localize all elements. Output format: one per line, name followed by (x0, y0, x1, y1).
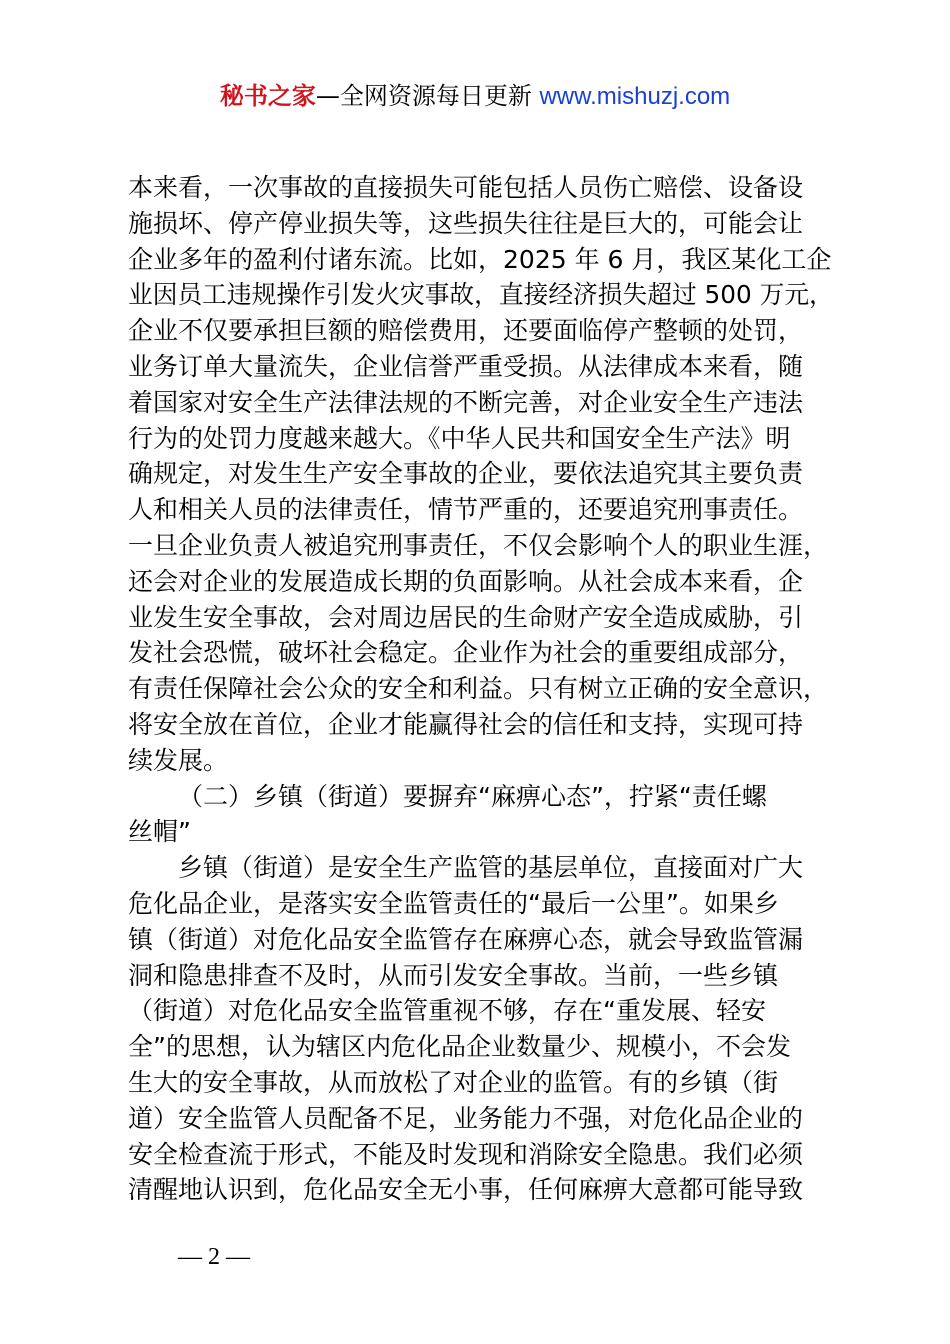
page-number: — 2 — (178, 1244, 250, 1270)
text-line: 发社会恐慌，破坏社会稳定。企业作为社会的重要组成部分， (128, 638, 804, 668)
text-line: 人和相关人员的法律责任，情节严重的，还要追究刑事责任。 (128, 495, 804, 525)
text-line: 本来看，一次事故的直接损失可能包括人员伤亡赔偿、设备设 (128, 173, 804, 202)
text-line: （街道）对危化品安全监管重视不够，存在“重发展、轻安 (128, 996, 766, 1026)
text-line: 施损坏、停产停业损失等，这些损失往往是巨大的，可能会让 (128, 208, 804, 238)
brand-name: 秘书之家 (219, 82, 316, 110)
text-line: 洞和隐患排查不及时，从而引发安全事故。当前，一些乡镇 (128, 960, 779, 990)
text-line: 企业不仅要承担巨额的赔偿费用，还要面临停产整顿的处罚， (128, 316, 804, 346)
site-url-link[interactable]: www.mishuzj.com (539, 83, 731, 110)
site-header (0, 80, 950, 113)
text-line: 一旦企业负责人被追究刑事责任，不仅会影响个人的职业生涯， (128, 530, 829, 560)
text-line: 生大的安全事故，从而放松了对企业的监管。有的乡镇（街 (128, 1067, 779, 1097)
text-line: 续发展。 (128, 745, 229, 775)
text-line: 丝帽” (128, 817, 191, 847)
text-line: 行为的处罚力度越来越大。《中华人民共和国安全生产法》明 (128, 423, 791, 453)
text-line: （二）乡镇（街道）要摒弃“麻痹心态”，拧紧“责任螺 (178, 781, 767, 811)
text-line: 全”的思想，认为辖区内危化品企业数量少、规模小，不会发 (128, 1032, 791, 1062)
text-line: 将安全放在首位，企业才能赢得社会的信任和支持，实现可持 (128, 709, 804, 739)
text-line: 危化品企业，是落实安全监管责任的“最后一公里”。如果乡 (128, 888, 779, 918)
header-tagline: —全网资源每日更新 (315, 82, 532, 110)
text-line: 乡镇（街道）是安全生产监管的基层单位，直接面对广大 (178, 853, 804, 883)
text-line: 道）安全监管人员配备不足，业务能力不强，对危化品企业的 (128, 1103, 804, 1133)
text-line: 清醒地认识到，危化品安全无小事，任何麻痹大意都可能导致 (128, 1175, 804, 1205)
text-line: 企业多年的盈利付诸东流。比如，2025 年 6 月，我区某化工企 (128, 244, 832, 274)
text-line: 业发生安全事故，会对周边居民的生命财产安全造成威胁，引 (128, 602, 804, 632)
text-line: 业因员工违规操作引发火灾事故，直接经济损失超过 500 万元， (128, 280, 834, 310)
text-line: 着国家对安全生产法律法规的不断完善，对企业安全生产违法 (128, 387, 804, 417)
document-body (128, 170, 834, 1208)
text-line: 镇（街道）对危化品安全监管存在麻痹心态，就会导致监管漏 (128, 924, 804, 954)
text-line: 有责任保障社会公众的安全和利益。只有树立正确的安全意识， (128, 674, 829, 704)
text-line: 业务订单大量流失，企业信誉严重受损。从法律成本来看，随 (128, 351, 804, 381)
text-line: 确规定，对发生生产安全事故的企业，要依法追究其主要负责 (128, 459, 804, 489)
text-line: 安全检查流于形式，不能及时发现和消除安全隐患。我们必须 (128, 1139, 804, 1169)
text-line: 还会对企业的发展造成长期的负面影响。从社会成本来看，企 (128, 566, 804, 596)
